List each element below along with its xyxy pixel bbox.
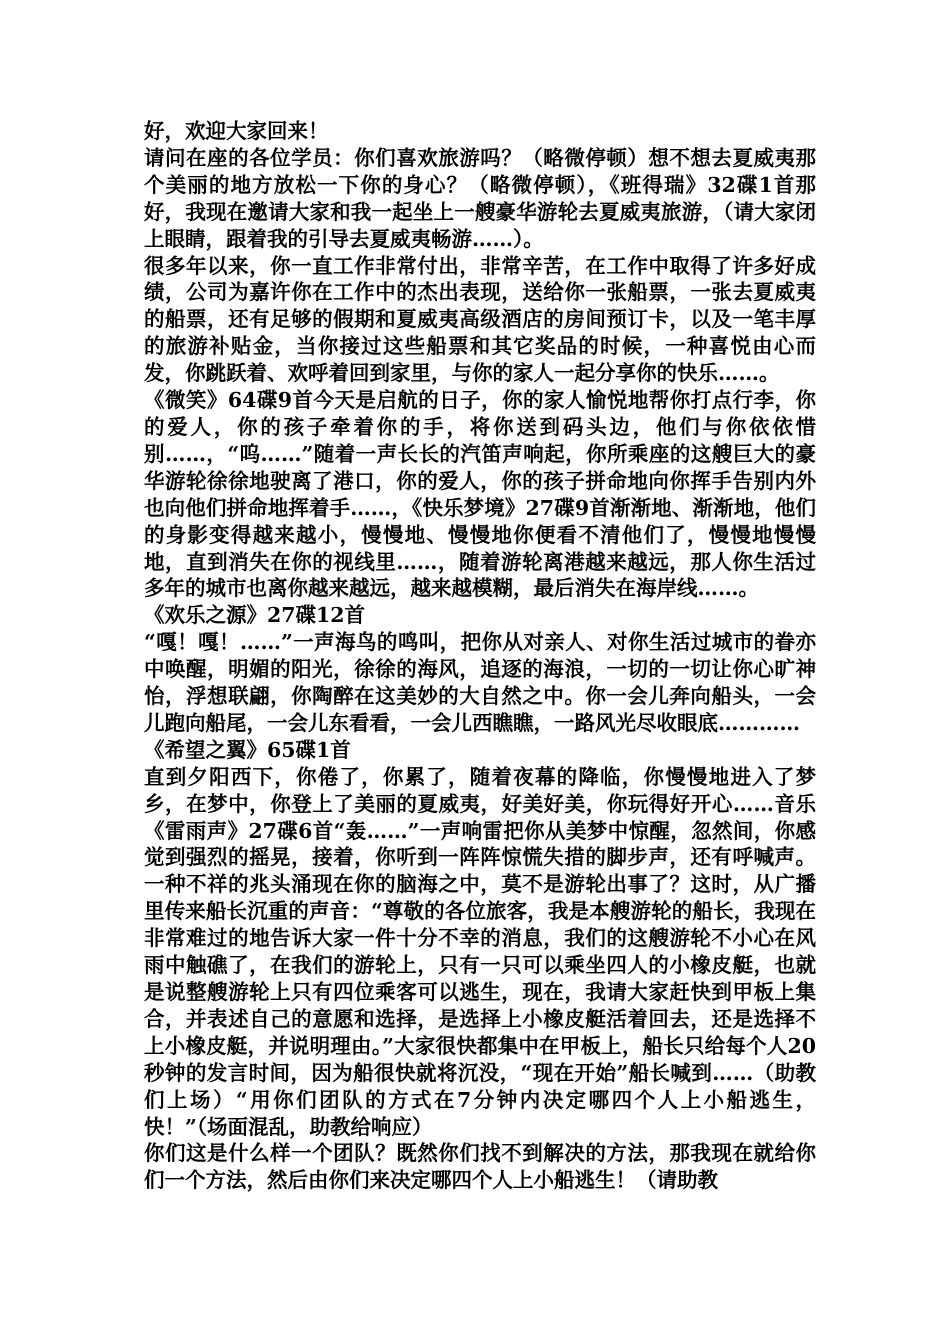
- paragraph-team-question: 你们这是什么样一个团队？既然你们找不到解决的方法，那我现在就给你们一个方法，然后由你们来决定哪四个人上小船逃生！（请助教: [144, 1141, 816, 1193]
- paragraph-greeting: 好，欢迎大家回来！: [144, 119, 329, 143]
- paragraph-intro-question: 请问在座的各位学员：你们喜欢旅游吗？（略微停顿）想不想去夏威夷那个美丽的地方放松一下你的身心？（略微停顿），《班得瑞》32碟1首那好，我现在邀请大家和我一起坐上一艘豪华游轮去夏威夷旅游，（请大家闭上眼睛，跟着我的引导去夏威夷畅游……）。: [144, 145, 816, 251]
- paragraph-departure: 《微笑》64碟9首今天是启航的日子，你的家人愉悦地帮你打点行李，你的爱人，你的孩子牵着你的手，将你送到码头边，他们与你依依惜别……，“呜……”随着一声长长的汽笛声响起，你所乘座的这艘巨大的豪华游轮徐徐地驶离了港口，你的爱人，你的孩子拼命地向你挥手告别内外也向他们拼命地挥着手……，《快乐梦境》27碟9首渐渐地、渐渐地，他们的身影变得越来越小，慢慢地、慢慢地你便看不清他们了，慢慢地慢慢地，直到消失在你的视线里……，随着游轮离港越来越远，那人你生活过多年的城市也离你越来越远，越来越模糊，最后消失在海岸线……。: [144, 388, 816, 601]
- paragraph-shipwreck: 直到夕阳西下，你倦了，你累了，随着夜幕的降临，你慢慢地进入了梦乡，在梦中，你登上了美丽的夏威夷，好美好美，你玩得好开心……音乐《雷雨声》27碟6首“轰……”一声响雷把你从美梦中惊醒，忽然间，你感觉到强烈的摇晃，接着，你听到一阵阵惊慌失措的脚步声，还有呼喊声。一种不祥的兆头涌现在你的脑海之中，莫不是游轮出事了？这时，从广播里传来船长沉重的声音：“尊敬的各位旅客，我是本艘游轮的船长，我现在非常难过的地告诉大家一件十分不幸的消息，我们的这艘游轮不小心在风雨中触礁了，在我们的游轮上，只有一只可以乘坐四人的小橡皮艇，也就是说整艘游轮上只有四位乘客可以逃生，现在，我请大家赶快到甲板上集合，并表述自己的意愿和选择，是选择上小橡皮艇活着回去，还是选择不上小橡皮艇，并说明理由。”大家很快都集中在甲板上，船长只给每个人20秒钟的发言时间，因为船很快就将沉没，“现在开始”船长喊到……（助教们上场）“用你们团队的方式在7分钟内决定哪四个人上小船逃生，快！”（场面混乱，助教给响应）: [144, 764, 816, 1139]
- paragraph-seabird: “嘎！嘎！……”一声海鸟的鸣叫，把你从对亲人、对你生活过城市的眷亦中唤醒，明媚的阳光，徐徐的海风，追逐的海浪，一切的一切让你心旷神怡，浮想联翩，你陶醉在这美妙的大自然之中。你一会儿奔向船头，一会儿跑向船尾，一会儿东看看，一会儿西瞧瞧，一路风光尽收眼底…………: [144, 630, 816, 735]
- paragraph-reward: 很多年以来，你一直工作非常付出，非常辛苦，在工作中取得了许多好成绩，公司为嘉许你在工作中的杰出表现，送给你一张船票，一张去夏威夷的船票，还有足够的假期和夏威夷高级酒店的房间预订卡，以及一笔丰厚的旅游补贴金，当你接过这些船票和其它奖品的时候，一种喜悦由心而发，你跳跃着、欢呼着回到家里，与你的家人一起分享你的快乐……。: [144, 253, 816, 386]
- music-cue-xiwang: 《希望之翼》65碟1首: [144, 737, 351, 762]
- document-page: [144, 118, 816, 1194]
- music-cue-huanle: 《欢乐之源》27碟12首: [144, 603, 366, 628]
